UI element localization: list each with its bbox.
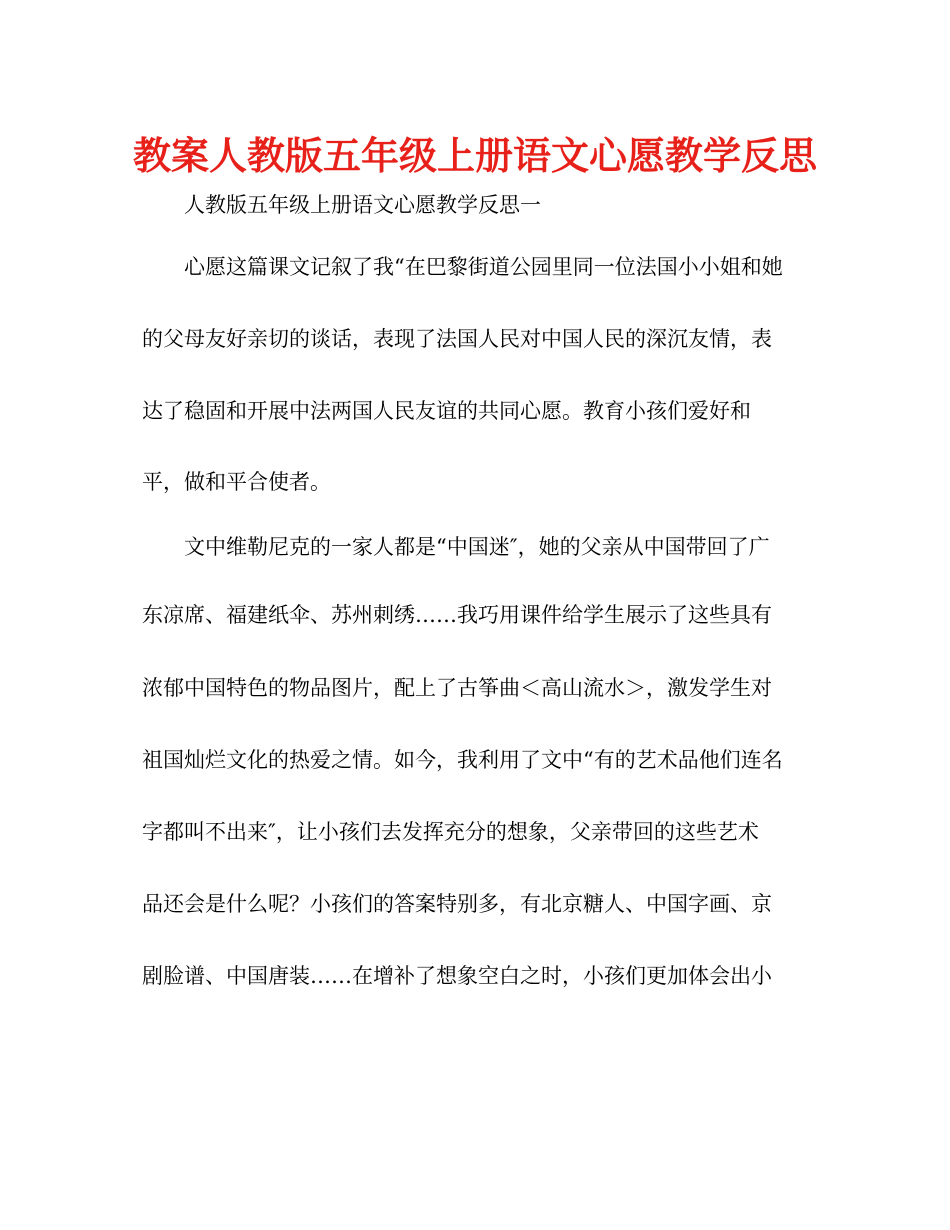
paragraph-line: 达了稳固和开展中法两国人民友谊的共同心愿。教育小孩们爱好和 [142, 399, 751, 423]
paragraph-line: 文中维勒尼克的一家人都是“中国迷″，她的父亲从中国带回了广 [184, 535, 770, 559]
paragraph-line: 东凉席、福建纸伞、苏州刺绣……我巧用课件给学生展示了这些具有 [142, 603, 772, 627]
paragraph-line: 剧脸谱、中国唐装……在增补了想象空白之时，小孩们更加体会出小 [142, 964, 772, 988]
paragraph-line: 品还会是什么呢？小孩们的答案特别多，有北京糖人、中国字画、京 [142, 892, 772, 916]
paragraph-line: 平，做和平合使者。 [142, 470, 331, 494]
paragraph-line: 字都叫不出来″，让小孩们去发挥充分的想象，父亲带回的这些艺术 [142, 820, 759, 844]
paragraph-line: 浓郁中国特色的物品图片，配上了古筝曲＜高山流水＞，激发学生对 [142, 676, 772, 700]
paragraph-line: 心愿这篇课文记叙了我“在巴黎街道公园里同一位法国小小姐和她 [184, 255, 783, 279]
paragraph-line: 的父母友好亲切的谈话，表现了法国人民对中国人民的深沉友情，表 [142, 327, 772, 351]
subtitle-line: 人教版五年级上册语文心愿教学反思一 [184, 193, 541, 217]
paragraph-line: 祖国灿烂文化的热爱之情。如今，我利用了文中“有的艺术品他们连名 [142, 748, 783, 772]
document-title: 教案人教版五年级上册语文心愿教学反思 [132, 134, 817, 178]
